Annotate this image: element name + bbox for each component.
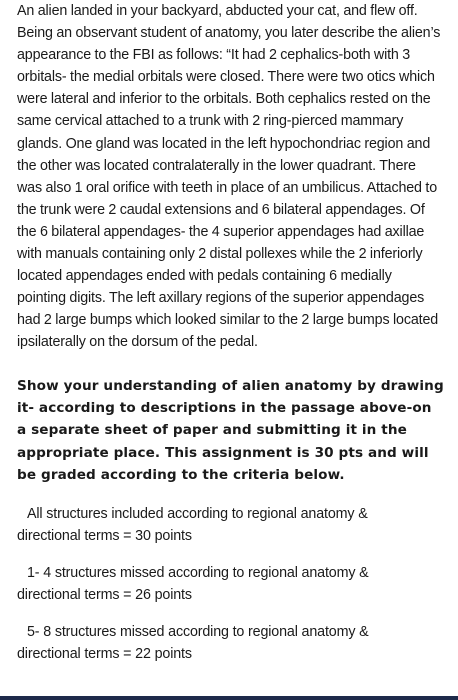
bottom-edge-bar [0,696,458,700]
scenario-passage: An alien landed in your backyard, abducted your cat, and flew off. Being an observant student of anatomy, you later describe the alien’s appearance to the FBI as follows: “It had 2 cephalics-both with 3 orbitals- the medial orbitals were closed. There were two otics which were lateral and inferior to the orbitals. Both cephalics rested on the same cervical attached to a trunk with 2 ring-pierced mammary glands. One gland was located in the left hypochondriac region and the other was located contralaterally in the lower quadrant. There was also 1 oral orifice with teeth in place of an umbilicus. Attached to the trunk were 2 caudal extensions and 6 bilateral appendages. Of the 6 bilateral appendages- the 4 superior appendages had axillae with manuals containing only 2 distal pollexes while the 2 inferiorly located appendages ended with pedals containing 6 medially pointing digits. The left axillary regions of the superior appendages had 2 large bumps which looked similar to the 2 large bumps located ipsilaterally on the dorsum of the pedal. [17,3,441,351]
criterion-item [17,562,444,606]
criterion-points: directional terms = 26 points [17,586,192,603]
criterion-points: directional terms = 30 points [17,527,192,544]
criterion-line: 1- 4 structures missed according to regional anatomy & [27,564,369,581]
criterion-points: directional terms = 22 points [17,645,192,662]
criterion-item [17,621,444,665]
criterion-line: 5- 8 structures missed according to regional anatomy & [27,623,369,640]
grading-criteria [17,503,444,665]
criterion-item [17,503,444,547]
assignment-instruction: Show your understanding of alien anatomy by drawing it- according to descriptions in the passage above-on a separate sheet of paper and submitting it in the appropriate place. This assignment is 30 pts and will be graded according to the criteria below. [17,377,444,484]
criterion-line: All structures included according to regional anatomy & [27,505,368,522]
